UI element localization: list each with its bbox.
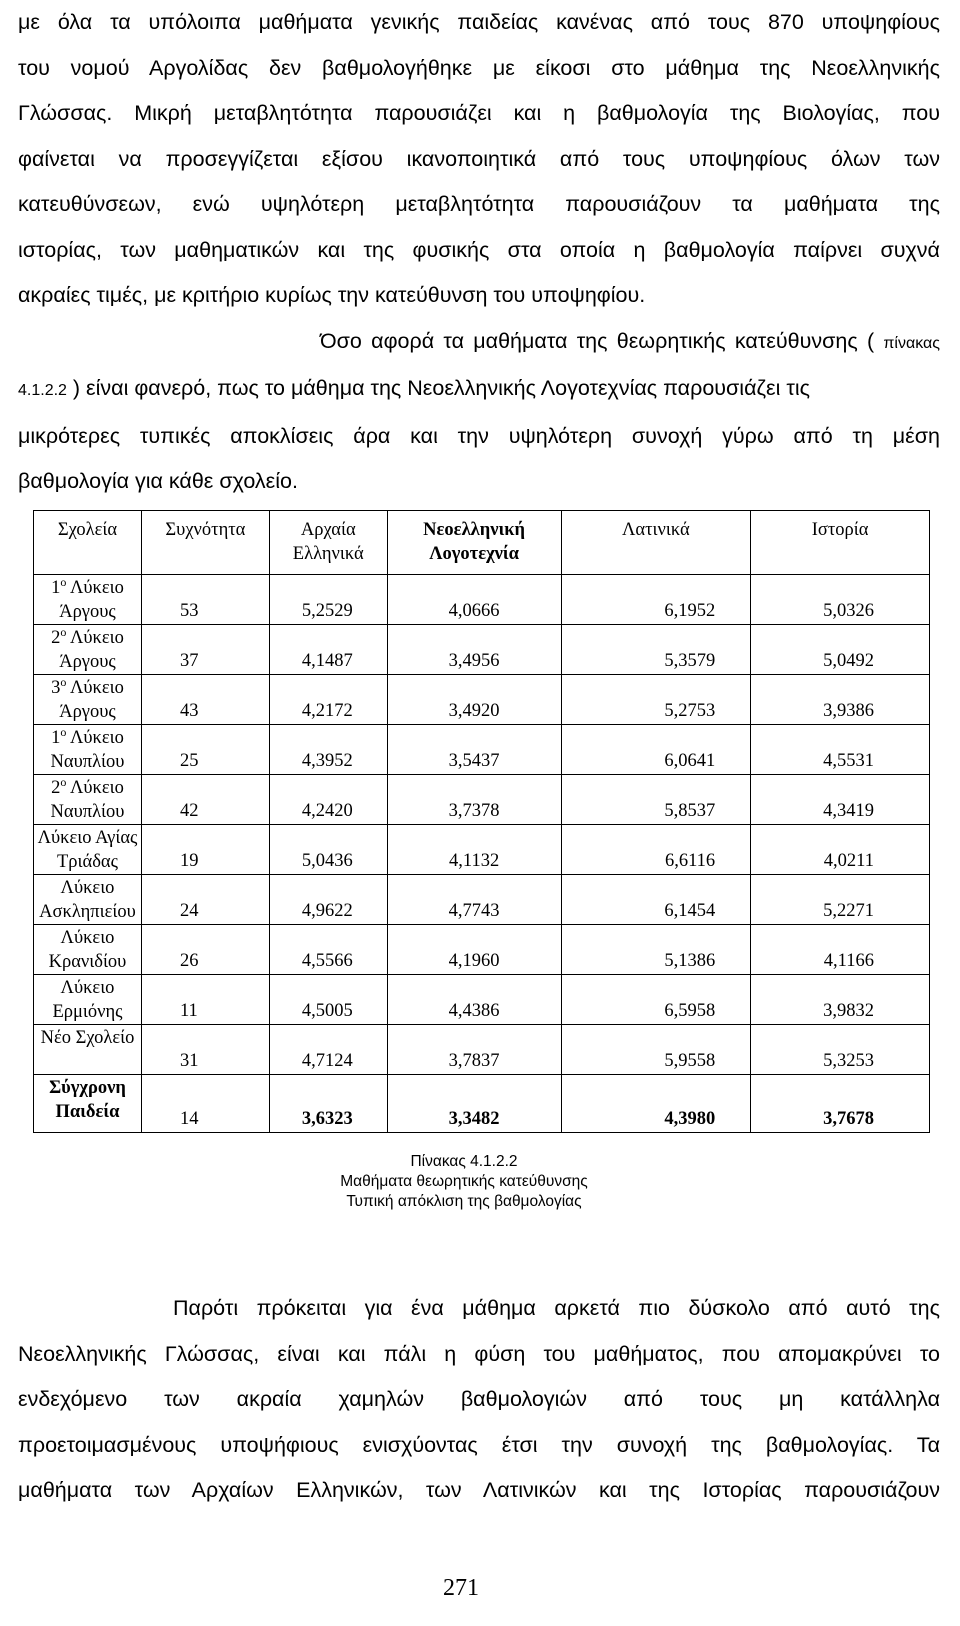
ancient-greek-cell: 4,3952 [269, 725, 387, 775]
latin-cell: 5,3579 [561, 625, 751, 675]
table-row [34, 575, 930, 625]
table-row [34, 675, 930, 725]
literature-cell: 4,4386 [387, 975, 561, 1025]
frequency-cell: 43 [141, 675, 269, 725]
caption-description: Τυπική απόκλιση της βαθμολογίας [346, 1193, 582, 1210]
table-row [34, 825, 930, 875]
text-line: φαίνεται να προσεγγίζεται εξίσου ικανοποιητικά από τους υποψηφίους όλων των [18, 146, 940, 171]
page-number: 271 [443, 1575, 479, 1601]
literature-cell: 3,7378 [387, 775, 561, 825]
literature-cell: 4,1132 [387, 825, 561, 875]
ancient-greek-cell: 4,9622 [269, 875, 387, 925]
column-header-latin: Λατινικά [561, 511, 751, 575]
latin-cell: 6,5958 [561, 975, 751, 1025]
paragraph-intro [18, 0, 940, 505]
table-row [34, 925, 930, 975]
literature-cell: 3,3482 [387, 1075, 561, 1133]
history-cell: 5,0326 [751, 575, 930, 625]
text-segment: Όσο αφορά τα μαθήματα της θεωρητικής κατεύθυνσης ( [320, 328, 875, 353]
school-name-cell: $1^o$ Λύκειο Ναυπλίου [34, 725, 142, 775]
history-cell: 3,9832 [751, 975, 930, 1025]
literature-cell: 3,4956 [387, 625, 561, 675]
text-line: μαθήματα των Αρχαίων Ελληνικών, των Λατινικών και της Ιστορίας παρουσιάζουν [18, 1478, 940, 1502]
table-row [34, 1075, 930, 1133]
column-header-schools: Σχολεία [34, 511, 142, 575]
ancient-greek-cell: 4,2420 [269, 775, 387, 825]
school-name-cell: $1^o$ Λύκειο Άργους [34, 575, 142, 625]
table-row [34, 1025, 930, 1075]
ancient-greek-cell: 4,1487 [269, 625, 387, 675]
history-cell: 4,5531 [751, 725, 930, 775]
table-reference-number: 4.1.2.2 [18, 382, 67, 399]
table-body [34, 575, 930, 1133]
school-name-cell: Λύκειο Αγίας Τριάδας [34, 825, 142, 875]
latin-cell: 5,1386 [561, 925, 751, 975]
caption-subtitle: Μαθήματα θεωρητικής κατεύθυνσης [340, 1173, 588, 1190]
ancient-greek-cell: 5,2529 [269, 575, 387, 625]
literature-cell: 3,5437 [387, 725, 561, 775]
frequency-cell: 19 [141, 825, 269, 875]
history-cell: 4,1166 [751, 925, 930, 975]
table-row [34, 725, 930, 775]
text-line: Γλώσσας. Μικρή μεταβλητότητα παρουσιάζει και η βαθμολογία της Βιολογίας, που [18, 101, 940, 125]
caption-title: Πίνακας 4.1.2.2 [410, 1153, 518, 1170]
literature-cell: 3,4920 [387, 675, 561, 725]
text-line [18, 366, 940, 414]
text-line: ιστορίας, των μαθηματικών και της φυσικής στα οποία η βαθμολογία παίρνει συχνά [18, 237, 940, 262]
latin-cell: 4,3980 [561, 1075, 751, 1133]
frequency-cell: 14 [141, 1075, 269, 1133]
frequency-cell: 11 [141, 975, 269, 1025]
latin-cell: 5,9558 [561, 1025, 751, 1075]
grades-table [33, 510, 930, 1133]
frequency-cell: 24 [141, 875, 269, 925]
school-name-cell: $3^o$ Λύκειο Άργους [34, 675, 142, 725]
school-name-cell: Λύκειο Κρανιδίου [34, 925, 142, 975]
text-line: ενδεχόμενο των ακραία χαμηλών βαθμολογιών από τους μη κατάλληλα [18, 1387, 940, 1411]
table-caption [0, 1152, 928, 1212]
column-header-modern-greek-literature: Νεοελληνική Λογοτεχνία [387, 511, 561, 575]
text-line [18, 319, 940, 367]
table-row [34, 625, 930, 675]
table-row [34, 975, 930, 1025]
text-line: κατευθύνσεων, ενώ υψηλότερη μεταβλητότητα παρουσιάζουν τα μαθήματα της [18, 192, 940, 216]
column-header-frequency: Συχνότητα [141, 511, 269, 575]
literature-cell: 4,7743 [387, 875, 561, 925]
school-name-cell: Νέο Σχολείο [34, 1025, 142, 1075]
text-line: Νεοελληνικής Γλώσσας, είναι και πάλι η φύση του μαθήματος, που απομακρύνει το [18, 1341, 940, 1366]
school-name-cell: Λύκειο Ασκληπιείου [34, 875, 142, 925]
latin-cell: 6,6116 [561, 825, 751, 875]
school-name-cell: Λύκειο Ερμιόνης [34, 975, 142, 1025]
text-line: με όλα τα υπόλοιπα μαθήματα γενικής παιδείας κανένας από τους 870 υποψηφίους [18, 10, 940, 34]
table-header-row [34, 511, 930, 575]
ancient-greek-cell: 4,2172 [269, 675, 387, 725]
table-reference-word: πίνακας [883, 334, 940, 352]
frequency-cell: 53 [141, 575, 269, 625]
history-cell: 4,0211 [751, 825, 930, 875]
text-line: του νομού Αργολίδας δεν βαθμολογήθηκε με είκοσι στο μάθημα της Νεοελληνικής [18, 55, 940, 80]
text-line: Παρότι πρόκειται για ένα μάθημα αρκετά πιο δύσκολο από αυτό της [173, 1296, 940, 1320]
text-line: προετοιμασμένους υποψήφιους ενισχύοντας έτσι την συνοχή της βαθμολογίας. Τα [18, 1432, 940, 1457]
literature-cell: 4,1960 [387, 925, 561, 975]
literature-cell: 4,0666 [387, 575, 561, 625]
text-line: ακραίες τιμές, με κριτήριο κυρίως την κατεύθυνση του υποψηφίου. [18, 283, 646, 307]
history-cell: 5,2271 [751, 875, 930, 925]
ancient-greek-cell: 5,0436 [269, 825, 387, 875]
frequency-cell: 25 [141, 725, 269, 775]
school-name-cell: $2^o$ Λύκειο Άργους [34, 625, 142, 675]
latin-cell: 6,0641 [561, 725, 751, 775]
history-cell: 3,9386 [751, 675, 930, 725]
table-row [34, 775, 930, 825]
frequency-cell: 42 [141, 775, 269, 825]
ancient-greek-cell: 4,5005 [269, 975, 387, 1025]
history-cell: 5,3253 [751, 1025, 930, 1075]
table-row [34, 875, 930, 925]
frequency-cell: 26 [141, 925, 269, 975]
text-segment: ) είναι φανερό, πως το μάθημα της Νεοελληνικής Λογοτεχνίας παρουσιάζει τις [72, 376, 810, 400]
latin-cell: 5,8537 [561, 775, 751, 825]
latin-cell: 6,1454 [561, 875, 751, 925]
ancient-greek-cell: 4,5566 [269, 925, 387, 975]
paragraph-conclusion [18, 1286, 940, 1514]
history-cell: 4,3419 [751, 775, 930, 825]
literature-cell: 3,7837 [387, 1025, 561, 1075]
ancient-greek-cell: 3,6323 [269, 1075, 387, 1133]
column-header-ancient-greek: Αρχαία Ελληνικά [269, 511, 387, 575]
latin-cell: 5,2753 [561, 675, 751, 725]
text-line: βαθμολογία για κάθε σχολείο. [18, 469, 298, 493]
frequency-cell: 31 [141, 1025, 269, 1075]
text-line: μικρότερες τυπικές αποκλίσεις άρα και την υψηλότερη συνοχή γύρω από τη μέση [18, 423, 940, 448]
history-cell: 5,0492 [751, 625, 930, 675]
school-name-cell: $2^o$ Λύκειο Ναυπλίου [34, 775, 142, 825]
latin-cell: 6,1952 [561, 575, 751, 625]
ancient-greek-cell: 4,7124 [269, 1025, 387, 1075]
column-header-history: Ιστορία [751, 511, 930, 575]
school-name-cell: Σύγχρονη Παιδεία [34, 1075, 142, 1133]
frequency-cell: 37 [141, 625, 269, 675]
history-cell: 3,7678 [751, 1075, 930, 1133]
